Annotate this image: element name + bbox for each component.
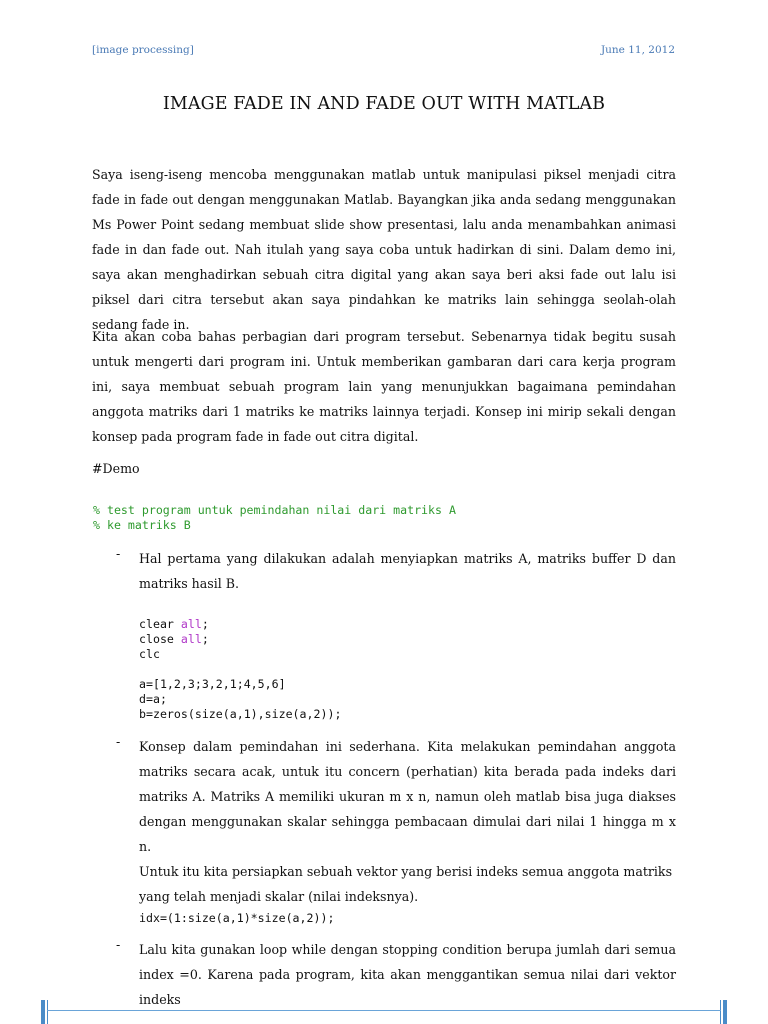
code-line: close all; — [139, 632, 209, 646]
header-section-label: [image processing] — [92, 44, 194, 56]
page-border-right-inner — [720, 1000, 721, 1024]
code-line: a=[1,2,3;3,2,1;4,5,6] — [139, 677, 286, 691]
code-block-init — [139, 617, 341, 722]
code-line: b=zeros(size(a,1),size(a,2)); — [139, 707, 342, 721]
page-border-bottom-rule — [47, 1010, 721, 1011]
document-title: IMAGE FADE IN AND FADE OUT WITH MATLAB — [162, 94, 606, 114]
bullet-marker: - — [116, 937, 121, 952]
bullet-paragraph: Konsep dalam pemindahan ini sederhana. Kita melakukan pemindahan anggota matriks secara acak, untuk itu concern (perhatian) kita berada pada indeks dari matriks A. Matriks A memiliki ukuran m x n, namun oleh matlab bisa juga diakses dengan menggunakan skalar sehingga pembacaan dimulai dari nilai 1 hingga m x n. — [139, 739, 676, 854]
bullet-marker: - — [116, 734, 121, 749]
paragraph-intro: Saya iseng-iseng mencoba menggunakan matlab untuk manipulasi piksel menjadi citra fade in fade out dengan menggunakan Matlab. Bayangkan jika anda sedang menggunakan Ms Power Point sedang membuat slide show presentasi, lalu anda menambahkan animasi fade in dan fade out. Nah itulah yang saya coba untuk hadirkan di sini. Dalam demo ini, saya akan menghadirkan sebuah citra digital yang akan saya beri aksi fade out lalu isi piksel dari citra tersebut akan saya pindahkan ke matriks lain sehingga seolah-olah sedang fade in. — [92, 167, 676, 332]
header-date: June 11, 2012 — [600, 44, 675, 56]
code-line: clear all; — [139, 617, 209, 631]
code-comment-line: % test program untuk pemindahan nilai dari matriks A — [93, 503, 456, 517]
page-border-left-inner — [47, 1000, 48, 1024]
page-border-right — [723, 1000, 727, 1024]
code-block-index: idx=(1:size(a,1)*size(a,2)); — [139, 911, 335, 925]
bullet-marker: - — [116, 546, 121, 561]
bullet-item-prepare-matrices: Hal pertama yang dilakukan adalah menyiapkan matriks A, matriks buffer D dan matriks hasil B. — [139, 551, 676, 591]
paragraph-explanation: Kita akan coba bahas perbagian dari program tersebut. Sebenarnya tidak begitu susah untuk mengerti dari program ini. Untuk memberikan gambaran dari cara kerja program ini, saya membuat sebuah program lain yang menunjukkan bagaimana pemindahan anggota matriks dari 1 matriks ke matriks lainnya terjadi. Konsep ini mirip sekali dengan konsep pada program fade in fade out citra digital. — [92, 329, 676, 444]
code-line: clc — [139, 647, 160, 661]
page-border-left — [41, 1000, 45, 1024]
code-comment-line: % ke matriks B — [93, 518, 191, 532]
demo-heading: #Demo — [92, 461, 140, 476]
code-line: d=a; — [139, 692, 167, 706]
bullet-item-loop: Lalu kita gunakan loop while dengan stopping condition berupa jumlah dari semua index =0. Karena pada program, kita akan menggantikan semua nilai dari vektor indeks — [139, 942, 676, 1007]
bullet-paragraph: Untuk itu kita persiapkan sebuah vektor yang berisi indeks semua anggota matriks yang telah menjadi skalar (nilai indeksnya). — [139, 864, 673, 904]
bullet-item-concept — [139, 734, 676, 909]
code-comment-block — [93, 503, 456, 533]
